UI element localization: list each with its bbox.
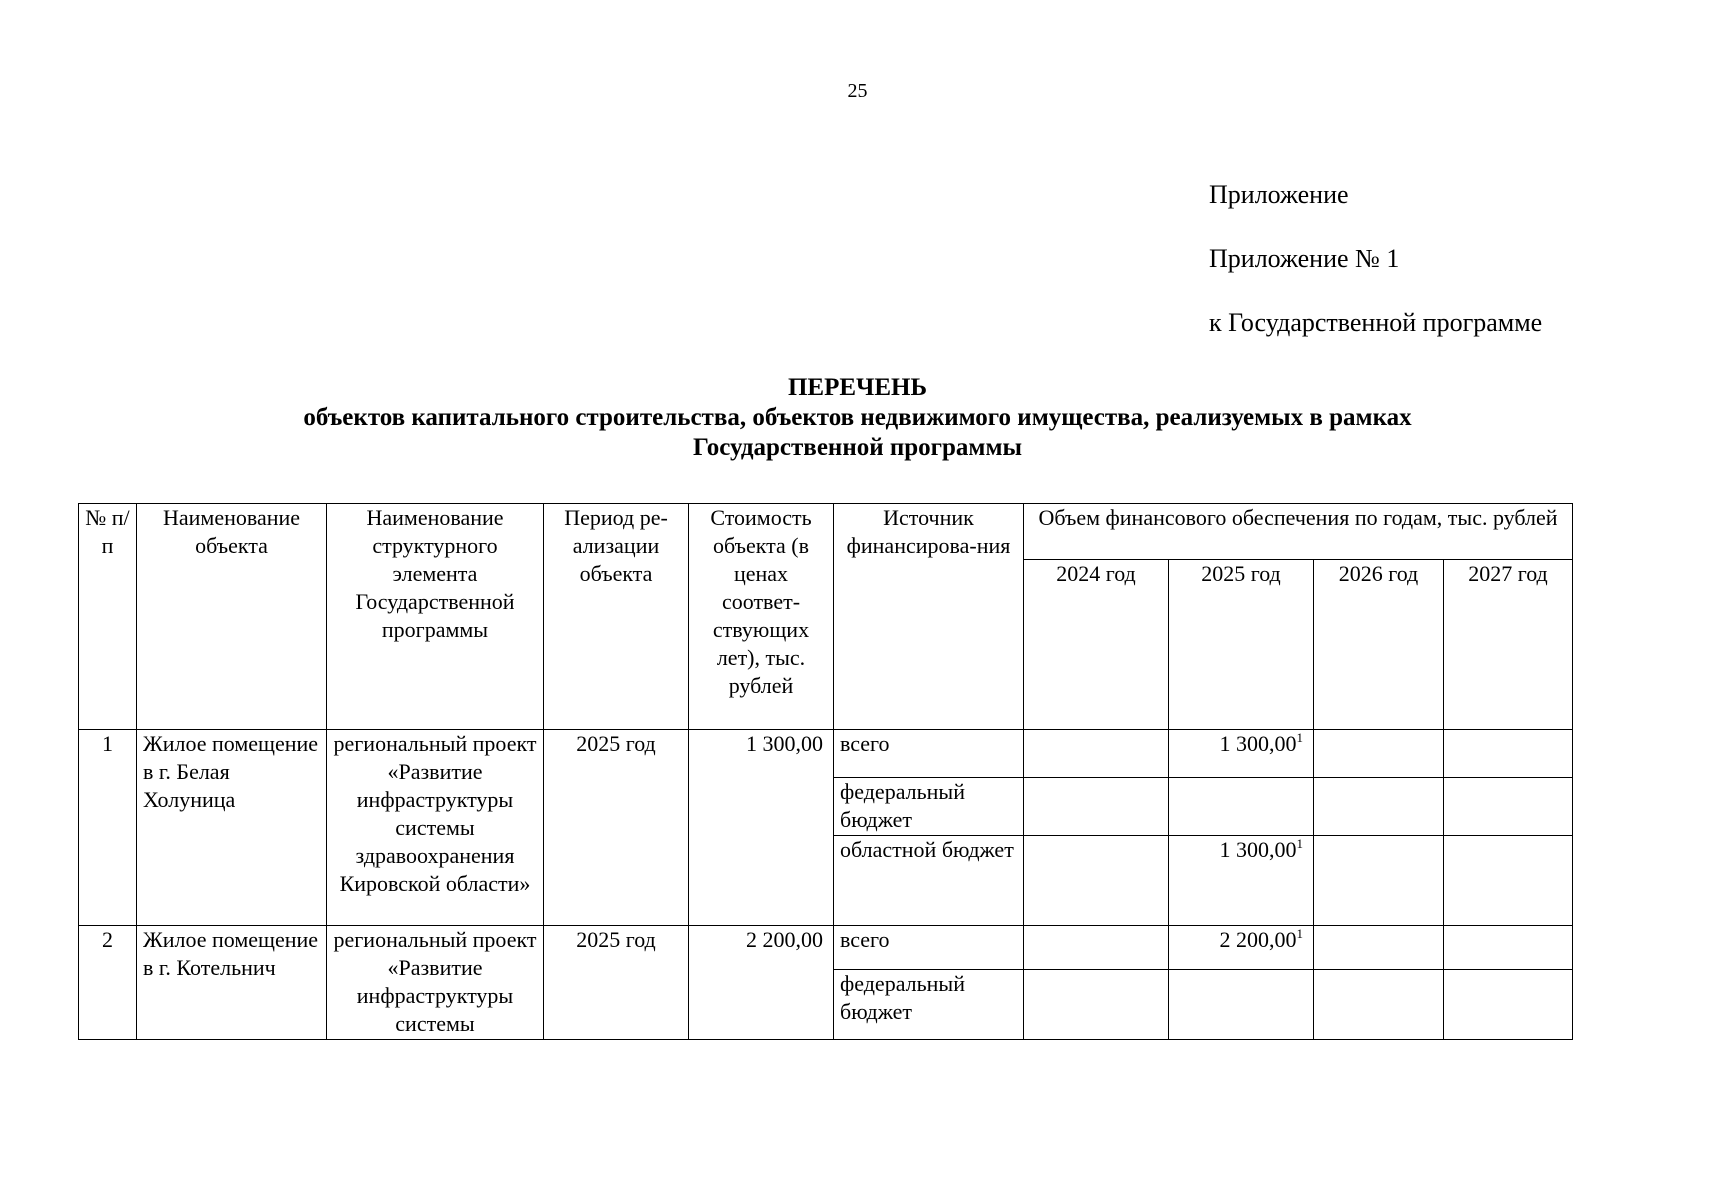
header-cost: Стоимость объекта (в ценах соответ-ствующих лет), тыс. рублей	[689, 504, 834, 730]
header-object-name: Наименование объекта	[137, 504, 327, 730]
title-subtitle-line2: Государственной программы	[692, 434, 1023, 461]
header-period: Период ре-ализации объекта	[544, 504, 689, 730]
cell-2026	[1314, 836, 1444, 926]
row-object-name: Жилое помещение в г. Белая Холуница	[137, 730, 327, 926]
source-name: всего	[834, 730, 1024, 778]
row-num: 2	[79, 926, 137, 1040]
appendix-reference: к Государственной программе	[1209, 308, 1543, 337]
cell-2025	[1169, 836, 1314, 926]
source-name: федеральный бюджет	[834, 778, 1024, 836]
cell-2024	[1024, 778, 1169, 836]
row-object-name: Жилое помещение в г. Котельнич	[137, 926, 327, 1040]
table-row	[79, 926, 1573, 970]
header-year-2025: 2025 год	[1169, 560, 1314, 730]
header-source: Источник финансирова-ния	[834, 504, 1024, 730]
appendix-number: Приложение № 1	[1209, 244, 1400, 273]
header-year-2024: 2024 год	[1024, 560, 1169, 730]
footnote-mark: 1	[1296, 836, 1303, 851]
row-num: 1	[79, 730, 137, 926]
cell-2026	[1314, 730, 1444, 778]
header-year-2026: 2026 год	[1314, 560, 1444, 730]
header-num: № п/п	[79, 504, 137, 730]
row-cost: 2 200,00	[689, 926, 834, 1040]
cell-2027	[1444, 970, 1573, 1040]
cell-2025-value: 1 300,00	[1219, 731, 1297, 756]
footnote-mark: 1	[1296, 730, 1303, 745]
table-row	[79, 730, 1573, 778]
cell-2024	[1024, 730, 1169, 778]
title-subtitle-line1: объектов капитального строительства, объектов недвижимого имущества, реализуемых в рамках	[303, 404, 1412, 431]
table-header-row	[79, 504, 1573, 560]
page-number: 25	[847, 80, 868, 102]
cell-2024	[1024, 970, 1169, 1040]
footnote-mark: 1	[1296, 926, 1303, 941]
cell-2025-value: 2 200,00	[1219, 927, 1297, 952]
row-structural-element: региональный проект «Развитие инфраструктуры системы	[327, 926, 544, 1040]
cell-2024	[1024, 926, 1169, 970]
row-period: 2025 год	[544, 926, 689, 1040]
title-main: ПЕРЕЧЕНЬ	[787, 374, 928, 401]
cell-2025	[1169, 778, 1314, 836]
source-name: областной бюджет	[834, 836, 1024, 926]
cell-2027	[1444, 926, 1573, 970]
cell-2026	[1314, 778, 1444, 836]
appendix-label: Приложение	[1209, 180, 1349, 209]
header-volume-group: Объем финансового обеспечения по годам, тыс. рублей	[1024, 504, 1573, 560]
cell-2027	[1444, 730, 1573, 778]
objects-table	[78, 503, 1573, 1040]
cell-2025	[1169, 730, 1314, 778]
cell-2026	[1314, 970, 1444, 1040]
cell-2024	[1024, 836, 1169, 926]
row-structural-element: региональный проект «Развитие инфраструктуры системы здравоохранения Кировской области»	[327, 730, 544, 926]
cell-2025	[1169, 970, 1314, 1040]
cell-2025	[1169, 926, 1314, 970]
header-structural-element: Наименование структурного элемента Государственной программы	[327, 504, 544, 730]
row-period: 2025 год	[544, 730, 689, 926]
cell-2025-value: 1 300,00	[1219, 837, 1297, 862]
cell-2026	[1314, 926, 1444, 970]
row-cost: 1 300,00	[689, 730, 834, 926]
cell-2027	[1444, 836, 1573, 926]
document-title	[0, 373, 1715, 463]
source-name: федеральный бюджет	[834, 970, 1024, 1040]
header-year-2027: 2027 год	[1444, 560, 1573, 730]
cell-2027	[1444, 778, 1573, 836]
source-name: всего	[834, 926, 1024, 970]
